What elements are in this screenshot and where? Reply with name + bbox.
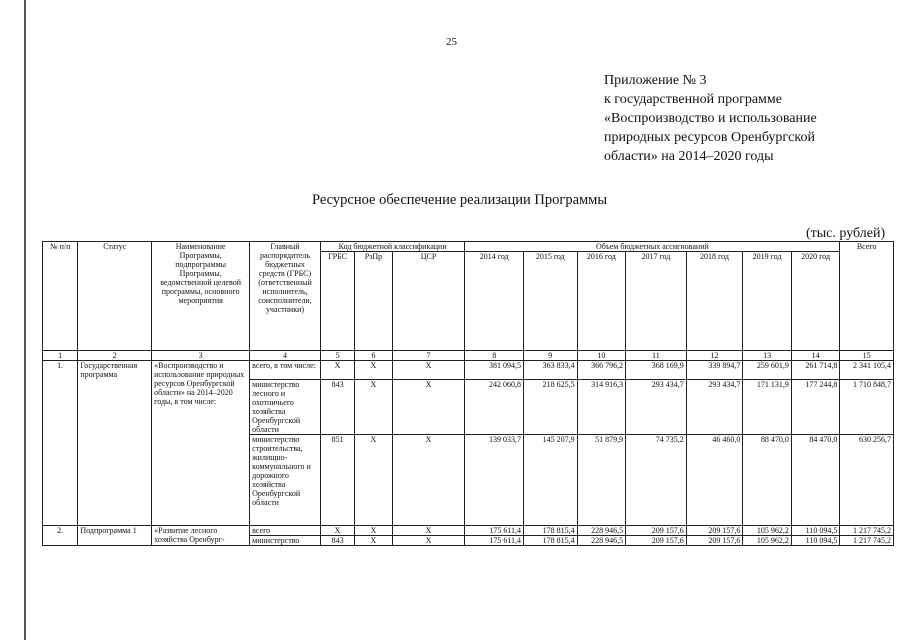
value-2020: 110 094,5 xyxy=(791,526,840,536)
value-2018: 209 157,6 xyxy=(686,526,743,536)
value-2019: 105 962,2 xyxy=(743,536,792,546)
row-grbs-code: X xyxy=(320,526,354,536)
column-index: 5 xyxy=(320,351,354,361)
header-csr: ЦСР xyxy=(392,252,465,351)
header-name: Наименование Программы, подпрограммы Программы, ведомственной целевой программы, основного мероприятия xyxy=(152,242,250,351)
row-num: 1. xyxy=(43,361,78,526)
row-csr-code: X xyxy=(392,536,465,546)
value-2020: 177 244,8 xyxy=(791,380,840,435)
value-2016: 366 796,2 xyxy=(577,361,626,380)
row-name: «Развитие лесного хозяйства Оренбург- xyxy=(152,526,250,546)
column-index-row xyxy=(43,351,894,361)
value-2015: 178 815,4 xyxy=(524,526,578,536)
value-total: 1 710 848,7 xyxy=(840,380,894,435)
row-csr-code: X xyxy=(392,435,465,526)
header-year-2018: 2018 год xyxy=(686,252,743,351)
row-grbs-name: всего, в том числе: xyxy=(250,361,321,380)
value-2020: 110 094,5 xyxy=(791,536,840,546)
value-total: 1 217 745,2 xyxy=(840,536,894,546)
value-2018: 293 434,7 xyxy=(686,380,743,435)
row-grbs-name: министерство лесного и охотничьего хозяйства Оренбургской области xyxy=(250,380,321,435)
value-2016: 314 916,3 xyxy=(577,380,626,435)
header-grbs-main: Главный распорядитель бюджетных средств (ГРБС) (ответственный исполнитель, соисполнители, участники) xyxy=(250,242,321,351)
row-name: «Воспроизводство и использование природных ресурсов Оренбургской области» на 2014–2020 годы, в том числе: xyxy=(152,361,250,526)
value-2014: 242 060,8 xyxy=(465,380,524,435)
value-2017: 74 735,2 xyxy=(626,435,687,526)
column-index: 8 xyxy=(465,351,524,361)
header-num: № п/п xyxy=(43,242,78,351)
page-number: 25 xyxy=(446,36,457,48)
appendix-line: природных ресурсов Оренбургской xyxy=(604,130,815,145)
column-index: 9 xyxy=(524,351,578,361)
value-2015: 218 625,5 xyxy=(524,380,578,435)
value-2016: 228 946,5 xyxy=(577,526,626,536)
row-grbs-code: 843 xyxy=(320,536,354,546)
column-index: 12 xyxy=(686,351,743,361)
row-grbs-name: всего xyxy=(250,526,321,536)
value-total: 2 341 105,4 xyxy=(840,361,894,380)
value-2018: 339 894,7 xyxy=(686,361,743,380)
value-2014: 381 094,5 xyxy=(465,361,524,380)
header-grbs: ГРБС xyxy=(320,252,354,351)
header-year-2017: 2017 год xyxy=(626,252,687,351)
value-2014: 139 033,7 xyxy=(465,435,524,526)
value-2015: 145 207,9 xyxy=(524,435,578,526)
header-year-2014: 2014 год xyxy=(465,252,524,351)
appendix-line: к государственной программе xyxy=(604,92,782,107)
header-allocations: Объем бюджетных ассигнований xyxy=(465,242,840,252)
value-2019: 171 131,9 xyxy=(743,380,792,435)
row-grbs-code: 851 xyxy=(320,435,354,526)
value-2019: 259 601,9 xyxy=(743,361,792,380)
units-label: (тыс. рублей) xyxy=(806,226,886,241)
row-csr-code: X xyxy=(392,361,465,380)
resource-table xyxy=(42,241,894,546)
header-year-2020: 2020 год xyxy=(791,252,840,351)
row-grbs-name: министерство xyxy=(250,536,321,546)
appendix-line: Приложение № 3 xyxy=(604,73,707,88)
value-2017: 368 169,9 xyxy=(626,361,687,380)
value-2019: 88 470,0 xyxy=(743,435,792,526)
scan-edge-line xyxy=(24,0,26,640)
appendix-line: области» на 2014–2020 годы xyxy=(604,149,774,164)
column-index: 1 xyxy=(43,351,78,361)
value-total: 630 256,7 xyxy=(840,435,894,526)
value-2017: 293 434,7 xyxy=(626,380,687,435)
value-total: 1 217 745,2 xyxy=(840,526,894,536)
value-2016: 228 946,5 xyxy=(577,536,626,546)
column-index: 7 xyxy=(392,351,465,361)
row-rzpr-code: X xyxy=(355,435,392,526)
value-2020: 84 470,0 xyxy=(791,435,840,526)
column-index: 6 xyxy=(355,351,392,361)
table-row xyxy=(43,526,894,536)
row-rzpr-code: X xyxy=(355,380,392,435)
row-rzpr-code: X xyxy=(355,536,392,546)
row-status: Подпрограмма 1 xyxy=(78,526,152,546)
column-index: 11 xyxy=(626,351,687,361)
header-budget-code: Код бюджетной классификации xyxy=(320,242,465,252)
row-rzpr-code: X xyxy=(355,526,392,536)
row-status: Государственная программа xyxy=(78,361,152,526)
header-year-2016: 2016 год xyxy=(577,252,626,351)
header-status: Статус xyxy=(78,242,152,351)
value-2015: 363 833,4 xyxy=(524,361,578,380)
row-grbs-code: X xyxy=(320,361,354,380)
row-grbs-name: министерство строительства, жилищно-коммунального и дорожного хозяйства Оренбургской области xyxy=(250,435,321,526)
row-csr-code: X xyxy=(392,380,465,435)
row-grbs-code: 843 xyxy=(320,380,354,435)
header-total: Всего xyxy=(840,242,894,351)
table-row xyxy=(43,361,894,380)
column-index: 4 xyxy=(250,351,321,361)
value-2020: 261 714,8 xyxy=(791,361,840,380)
appendix-heading xyxy=(604,71,817,166)
value-2017: 209 157,6 xyxy=(626,526,687,536)
column-index: 3 xyxy=(152,351,250,361)
row-csr-code: X xyxy=(392,526,465,536)
value-2018: 209 157,6 xyxy=(686,536,743,546)
table-header-row xyxy=(43,242,894,252)
column-index: 10 xyxy=(577,351,626,361)
appendix-line: «Воспроизводство и использование xyxy=(604,111,817,126)
row-rzpr-code: X xyxy=(355,361,392,380)
header-year-2015: 2015 год xyxy=(524,252,578,351)
document-title: Ресурсное обеспечение реализации Программы xyxy=(312,192,608,208)
column-index: 13 xyxy=(743,351,792,361)
value-2018: 46 460,0 xyxy=(686,435,743,526)
value-2016: 51 879,9 xyxy=(577,435,626,526)
row-num: 2. xyxy=(43,526,78,546)
value-2014: 175 611,4 xyxy=(465,526,524,536)
value-2019: 105 962,2 xyxy=(743,526,792,536)
column-index: 14 xyxy=(791,351,840,361)
column-index: 2 xyxy=(78,351,152,361)
column-index: 15 xyxy=(840,351,894,361)
value-2014: 175 611,4 xyxy=(465,536,524,546)
value-2017: 209 157,6 xyxy=(626,536,687,546)
header-year-2019: 2019 год xyxy=(743,252,792,351)
header-rzpr: РзПр xyxy=(355,252,392,351)
value-2015: 178 815,4 xyxy=(524,536,578,546)
